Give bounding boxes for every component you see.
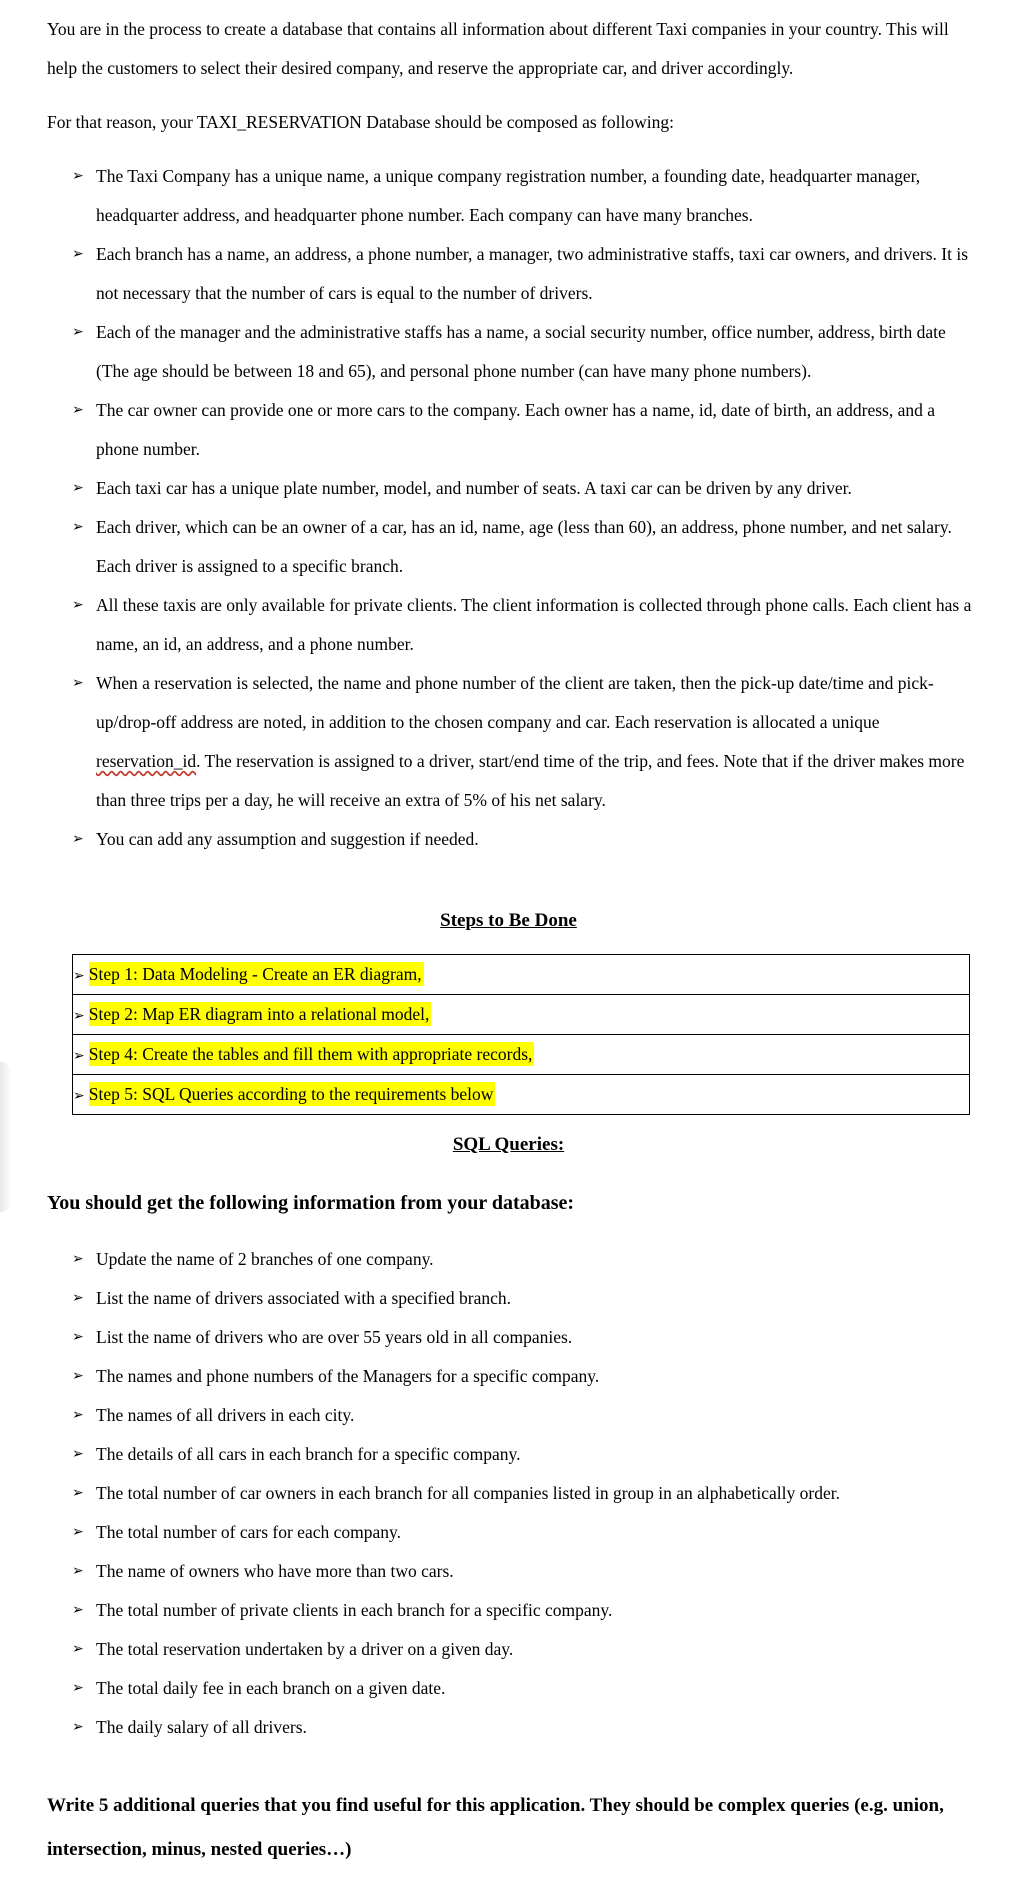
- arrow-bullet-icon: ➢: [72, 1290, 84, 1306]
- list-item: ➢ The names and phone numbers of the Managers for a specific company.: [72, 1357, 982, 1396]
- list-item: ➢ Each taxi car has a unique plate number, model, and number of seats. A taxi car can be driven by any driver.: [72, 469, 982, 508]
- list-item: ➢ The name of owners who have more than two cars.: [72, 1552, 982, 1591]
- highlighted-step: Step 5: SQL Queries according to the requirements below: [88, 1084, 494, 1104]
- arrow-bullet-icon: ➢: [72, 597, 84, 613]
- arrow-bullet-icon: ➢: [73, 1008, 85, 1024]
- sql-queries-heading: SQL Queries:: [452, 1134, 565, 1155]
- list-item: ➢ When a reservation is selected, the name and phone number of the client are taken, then the pick-up date/time and pick-up/drop-off address are noted, in addition to the chosen company and car. Each reservation is allocated a unique reservation_id. The reservation is assigned to a driver, start/end time of the trip, and fees. Note that if the driver makes more than three trips per a day, he will receive an extra of 5% of his net salary.: [72, 664, 982, 820]
- step-row: [73, 954, 969, 993]
- arrow-bullet-icon: ➢: [73, 968, 85, 984]
- step-row: [73, 1074, 969, 1113]
- arrow-bullet-icon: ➢: [72, 519, 84, 535]
- intro-paragraph: You are in the process to create a database that contains all information about different Taxi companies in your country. This will help the customers to select their desired company, and reserve the appropriate car, and driver accordingly.: [47, 19, 949, 78]
- list-item: ➢ The details of all cars in each branch for a specific company.: [72, 1435, 982, 1474]
- highlighted-step: Step 2: Map ER diagram into a relational model,: [88, 1004, 430, 1024]
- arrow-bullet-icon: ➢: [72, 1251, 84, 1267]
- arrow-bullet-icon: ➢: [72, 1407, 84, 1423]
- highlighted-step: Step 4: Create the tables and fill them with appropriate records,: [88, 1044, 533, 1064]
- list-item: ➢ The daily salary of all drivers.: [72, 1708, 982, 1747]
- list-item: ➢ List the name of drivers associated with a specified branch.: [72, 1279, 982, 1318]
- arrow-bullet-icon: ➢: [72, 1641, 84, 1657]
- arrow-bullet-icon: ➢: [72, 1680, 84, 1696]
- list-item: ➢ You can add any assumption and suggestion if needed.: [72, 820, 982, 859]
- arrow-bullet-icon: ➢: [72, 1329, 84, 1345]
- list-item: ➢ The Taxi Company has a unique name, a unique company registration number, a founding date, headquarter manager, headquarter address, and headquarter phone number. Each company can have many branches.: [72, 157, 982, 235]
- list-item: ➢ The total daily fee in each branch on a given date.: [72, 1669, 982, 1708]
- closing-instruction: Write 5 additional queries that you find useful for this application. They should be complex queries (e.g. union, intersection, minus, nested queries…): [47, 1795, 944, 1860]
- arrow-bullet-icon: ➢: [72, 675, 84, 691]
- list-item: ➢ All these taxis are only available for private clients. The client information is collected through phone calls. Each client has a name, an id, an address, and a phone number.: [72, 586, 982, 664]
- arrow-bullet-icon: ➢: [72, 480, 84, 496]
- arrow-bullet-icon: ➢: [72, 1485, 84, 1501]
- misspelled-term: reservation_id: [96, 751, 197, 771]
- list-item: ➢ The names of all drivers in each city.: [72, 1396, 982, 1435]
- list-item: ➢ The total number of private clients in each branch for a specific company.: [72, 1591, 982, 1630]
- step-row: [73, 994, 969, 1033]
- list-item: ➢ The total number of cars for each company.: [72, 1513, 982, 1552]
- arrow-bullet-icon: ➢: [72, 324, 84, 340]
- list-item: ➢ Each of the manager and the administrative staffs has a name, a social security number, office number, address, birth date (The age should be between 18 and 65), and personal phone number (can have many phone numbers).: [72, 313, 982, 391]
- highlighted-step: Step 1: Data Modeling - Create an ER diagram,: [88, 964, 422, 984]
- requirements-list: [72, 157, 982, 859]
- arrow-bullet-icon: ➢: [72, 402, 84, 418]
- sql-intro: You should get the following information from your database:: [47, 1192, 575, 1214]
- queries-list: [72, 1240, 982, 1747]
- list-item: ➢ Each driver, which can be an owner of a car, has an id, name, age (less than 60), an address, phone number, and net salary. Each driver is assigned to a specific branch.: [72, 508, 982, 586]
- arrow-bullet-icon: ➢: [73, 1048, 85, 1064]
- intro-paragraph-2: For that reason, your TAXI_RESERVATION Database should be composed as following:: [47, 112, 674, 132]
- arrow-bullet-icon: ➢: [72, 1524, 84, 1540]
- list-item: ➢ Update the name of 2 branches of one company.: [72, 1240, 982, 1279]
- list-item: ➢ The car owner can provide one or more cars to the company. Each owner has a name, id, date of birth, an address, and a phone number.: [72, 391, 982, 469]
- arrow-bullet-icon: ➢: [72, 1602, 84, 1618]
- arrow-bullet-icon: ➢: [72, 246, 84, 262]
- arrow-bullet-icon: ➢: [72, 168, 84, 184]
- step-row: [73, 1034, 969, 1073]
- arrow-bullet-icon: ➢: [72, 831, 84, 847]
- arrow-bullet-icon: ➢: [72, 1719, 84, 1735]
- steps-heading: Steps to Be Done: [440, 910, 577, 931]
- list-item: ➢ Each branch has a name, an address, a phone number, a manager, two administrative staffs, taxi car owners, and drivers. It is not necessary that the number of cars is equal to the number of drivers.: [72, 235, 982, 313]
- list-item: ➢ The total reservation undertaken by a driver on a given day.: [72, 1630, 982, 1669]
- arrow-bullet-icon: ➢: [72, 1563, 84, 1579]
- arrow-bullet-icon: ➢: [73, 1088, 85, 1104]
- arrow-bullet-icon: ➢: [72, 1368, 84, 1384]
- list-item: ➢ List the name of drivers who are over 55 years old in all companies.: [72, 1318, 982, 1357]
- list-item: ➢ The total number of car owners in each branch for all companies listed in group in an alphabetically order.: [72, 1474, 982, 1513]
- arrow-bullet-icon: ➢: [72, 1446, 84, 1462]
- steps-table: [72, 954, 970, 1115]
